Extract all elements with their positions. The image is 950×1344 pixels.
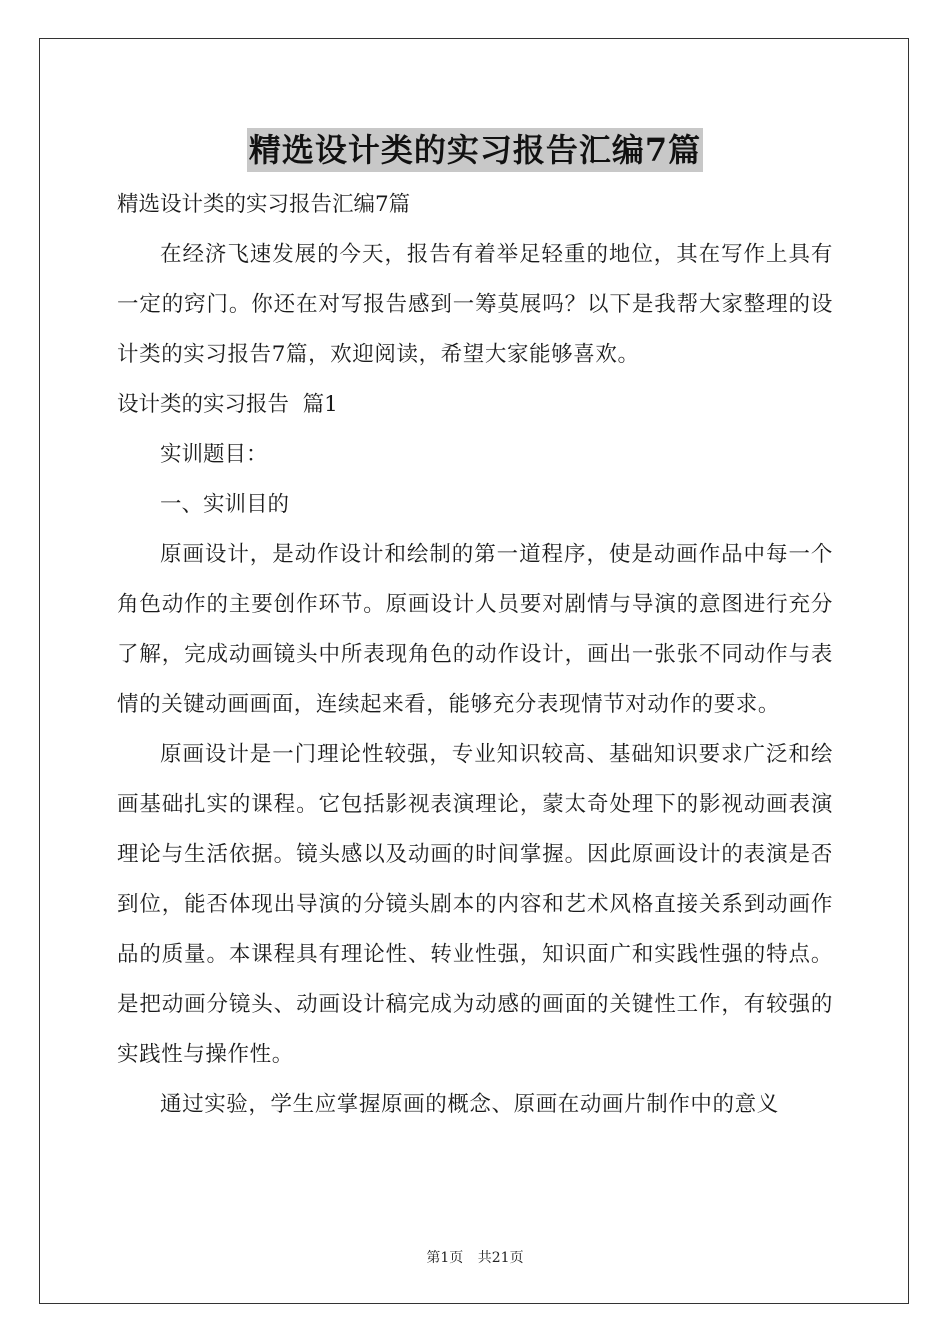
page-number-current: 第1页 [426, 1250, 464, 1266]
intro-paragraph: 在经济飞速发展的今天，报告有着举足轻重的地位，其在写作上具有一定的窍门。你还在对写报告感到一筹莫展吗？以下是我帮大家整理的设计类的实习报告7篇，欢迎阅读，希望大家能够喜欢。 [117, 242, 833, 367]
document-title: 精选设计类的实习报告汇编7篇 [247, 128, 703, 172]
page-number-total: 共21页 [477, 1250, 524, 1266]
body-paragraph-1: 原画设计，是动作设计和绘制的第一道程序，使是动画作品中每一个角色动作的主要创作环节。原画设计人员要对剧情与导演的意图进行充分了解，完成动画镜头中所表现角色的动作设计，画出一张张不同动作与表情的关键动画画面，连续起来看，能够充分表现情节对动作的要求。 [117, 542, 833, 717]
purpose-heading: 一、实训目的 [160, 492, 290, 517]
title-container [0, 128, 950, 172]
body-paragraph-3: 通过实验，学生应掌握原画的概念、原画在动画片制作中的意义 [160, 1092, 779, 1117]
body-paragraph-2: 原画设计是一门理论性较强，专业知识较高、基础知识要求广泛和绘画基础扎实的课程。它包括影视表演理论，蒙太奇处理下的影视动画表演理论与生活依据。镜头感以及动画的时间掌握。因此原画设计的表演是否到位，能否体现出导演的分镜头剧本的内容和艺术风格直接关系到动画作品的质量。本课程具有理论性、转业性强，知识面广和实践性强的特点。是把动画分镜头、动画设计稿完成为动感的画面的关键性工作，有较强的实践性与操作性。 [117, 742, 833, 1067]
section-heading: 设计类的实习报告 篇1 [117, 392, 338, 417]
training-topic-label: 实训题目： [160, 442, 268, 467]
page-footer [0, 1247, 950, 1267]
document-subtitle: 精选设计类的实习报告汇编7篇 [117, 192, 411, 217]
document-body [117, 180, 833, 1130]
